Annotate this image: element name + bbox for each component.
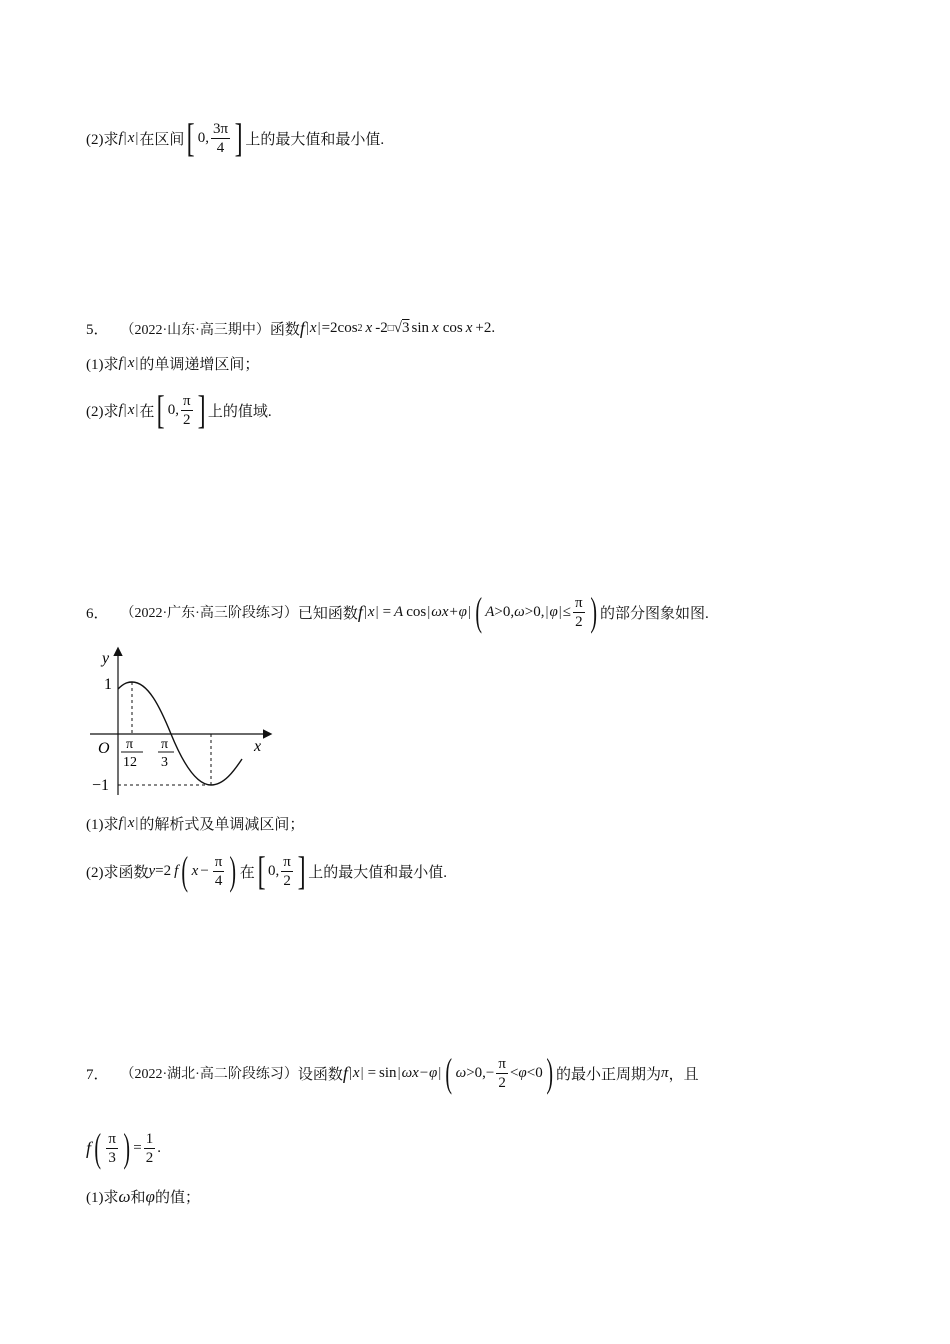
q7-source: （2022·湖北·高二阶段练习） <box>120 1067 298 1082</box>
q5-p1-prefix: (1)求 <box>86 357 119 373</box>
q4-p2-prefix: (2)求 <box>86 131 119 148</box>
q7-p1-omega: ω <box>118 1186 131 1206</box>
q5-p1-tail: 的单调递增区间； <box>139 357 260 373</box>
q7-fraction: $\frac{\pi}{2}$ <box>498 1055 506 1091</box>
q6-lead: 已知函数 <box>297 605 358 622</box>
q6-p2-minus: − <box>200 862 209 879</box>
q5-p2-prefix: (2)求 <box>86 403 119 420</box>
q4-p2-tail: 上的最大值和最小值. <box>245 131 385 148</box>
q7-number: 7． <box>86 1066 109 1083</box>
q5-x1: x <box>432 320 439 336</box>
q6-p1-prefix: (1)求 <box>86 817 119 833</box>
q7-l2-eq: = <box>133 1139 142 1156</box>
q7-p1-prefix: (1)求 <box>86 1190 119 1206</box>
q7-eq: = <box>367 1064 377 1081</box>
q6-cond-d: >0, <box>524 603 545 620</box>
q6-cos: cos <box>406 603 427 620</box>
q7-cond-lt0: <0 <box>526 1064 543 1081</box>
q6-p2-fraction2: $\frac{\pi}{2}$ <box>283 853 291 889</box>
q4-x: x <box>127 129 135 146</box>
q5-p2-tail: 上的值域. <box>207 403 272 420</box>
q5-number: 5． <box>86 322 109 338</box>
q7-lead: 设函数 <box>297 1066 343 1083</box>
q6-eq: = <box>382 603 392 620</box>
q4-f: f <box>118 129 123 146</box>
q6-p2-y: y <box>148 862 156 879</box>
q5-header: 5． （2022·山东·高三期中） 函数 f | x | =2cos 2 x -2 □ √ 3 sin x cos x +2. <box>86 318 496 338</box>
q5-expr-b: x <box>365 320 373 336</box>
q6-p2-x: x <box>191 862 199 879</box>
q6-cond-phi: φ <box>549 603 558 620</box>
q5-sqrt3: 3 <box>402 320 410 336</box>
q7-l2-f: f <box>86 1137 92 1158</box>
q6-omega-x: ωx <box>431 603 449 620</box>
q5-expr-h: +2. <box>475 320 496 336</box>
q5-p2-mid: 在 <box>139 403 155 420</box>
label-neg-one: −1 <box>92 777 110 794</box>
q5-fraction: $\frac{\pi}{2}$ <box>182 392 191 428</box>
q6-cond-b: >0, <box>494 603 515 620</box>
q7-arg: ωx−φ <box>401 1064 438 1081</box>
q7-l2-fraction: $\frac{\pi}{3}$ <box>108 1130 116 1166</box>
q4-fraction: $\frac{3\pi}{4}$ <box>212 120 229 156</box>
q7-condition-line: f ( $\frac{\pi}{3}$ ) = $\frac{1}{2}$ . <box>86 1125 161 1170</box>
tick1-num: π <box>126 737 134 752</box>
q7-p1-phi: φ <box>145 1186 155 1206</box>
x-axis-label: x <box>254 738 262 755</box>
q4-interval-zero: 0, <box>197 129 209 146</box>
q6-p2-zero: 0, <box>268 862 280 879</box>
q7-header: 7． （2022·湖北·高二阶段练习） 设函数 f | x | = sin | ωx−φ | ( ω >0 ,− $\frac{\pi}{2}$ < φ <0 ) 的最小正周期为 π ，且 <box>86 1050 699 1095</box>
q7-cond-lt: < <box>509 1064 519 1081</box>
label-one: 1 <box>104 676 112 693</box>
q6-header: 6． （2022·广东·高三阶段练习） 已知函数 f | x | = A cos | ωx +φ | ( A >0, ω >0, | φ | ≤ $\frac{\pi}{2}$ ) 的部分图象如图. <box>86 589 709 634</box>
q4-part2: (2)求 f | x | 在区间 [ 0, $\frac{3\pi}{4}$ ] 上的最大值和最小值. <box>86 115 385 160</box>
tick2-num: π <box>161 737 169 752</box>
q5-zero: 0, <box>167 401 179 418</box>
tick2-den: 3 <box>161 755 168 770</box>
q6-A: A <box>394 603 404 620</box>
q7-pi: π <box>661 1064 669 1081</box>
q6-cond-le: ≤ <box>562 603 572 620</box>
tick1-den: 12 <box>123 755 137 770</box>
q5-expr-a: =2cos <box>321 320 358 336</box>
q5-part2: (2)求 f | x | 在 [ 0, $\frac{\pi}{2}$ ] 上的值域. <box>86 387 272 432</box>
q6-fraction: $\frac{\pi}{2}$ <box>575 594 583 630</box>
q7-sin: sin <box>379 1064 397 1081</box>
q7-cond-gt: >0 <box>466 1064 483 1081</box>
q7-tail-a: 的最小正周期为 <box>556 1066 662 1083</box>
q5-source: （2022·山东·高三期中） <box>120 322 270 338</box>
q7-l2-dot: . <box>157 1139 161 1156</box>
q6-part2: (2)求函数 y =2 f ( x − $\frac{\pi}{4}$ ) 在 [ 0, $\frac{\pi}{2}$ ] 上的最大值和最小值. <box>86 848 447 893</box>
q6-p2-f: f <box>174 862 179 879</box>
q4-p2-mid: 在区间 <box>139 131 185 148</box>
q5-sqrt-box: □ <box>387 323 394 334</box>
q7-part1 <box>86 1186 200 1207</box>
q6-number: 6． <box>86 605 109 622</box>
q6-p1-tail: 的解析式及单调减区间； <box>139 817 305 833</box>
origin-label: O <box>98 740 110 757</box>
q5-cos: cos <box>442 320 463 336</box>
q6-graph <box>86 645 286 800</box>
q6-p2-in: 在 <box>239 864 255 881</box>
q7-cond-omega: ω <box>455 1064 467 1081</box>
q5-x2: x <box>465 320 473 336</box>
q6-plus-phi: +φ <box>448 603 467 620</box>
q6-p2-eq: =2 <box>155 862 172 879</box>
q6-p2-tail: 上的最大值和最小值. <box>308 864 447 881</box>
q6-part1: (1)求 f | x | 的解析式及单调减区间； <box>86 815 305 833</box>
q7-p1-tail: 的值； <box>154 1190 200 1206</box>
q6-source: （2022·广东·高三阶段练习） <box>120 606 298 621</box>
q6-p2-fraction: $\frac{\pi}{4}$ <box>214 853 223 889</box>
q5-sin: sin <box>411 320 430 336</box>
q5-sup2: 2 <box>357 323 363 334</box>
q7-l2-result: $\frac{1}{2}$ <box>145 1130 154 1166</box>
q7-cond-phi: φ <box>518 1064 527 1081</box>
q7-cond-neg: ,− <box>482 1064 495 1081</box>
q7-tail-b: ，且 <box>668 1066 699 1083</box>
q6-p2-prefix: (2)求函数 <box>86 864 149 881</box>
q5-func-label: 函数 <box>269 322 300 338</box>
q5-expr-c: -2 <box>375 320 388 336</box>
q7-p1-and: 和 <box>130 1190 146 1206</box>
y-axis-label: y <box>102 650 110 667</box>
q5-part1: (1)求 f | x | 的单调递增区间； <box>86 355 260 373</box>
q6-cond-A: A <box>485 603 495 620</box>
q6-cond-omega: ω <box>514 603 525 620</box>
q6-tail: 的部分图象如图. <box>599 605 709 622</box>
